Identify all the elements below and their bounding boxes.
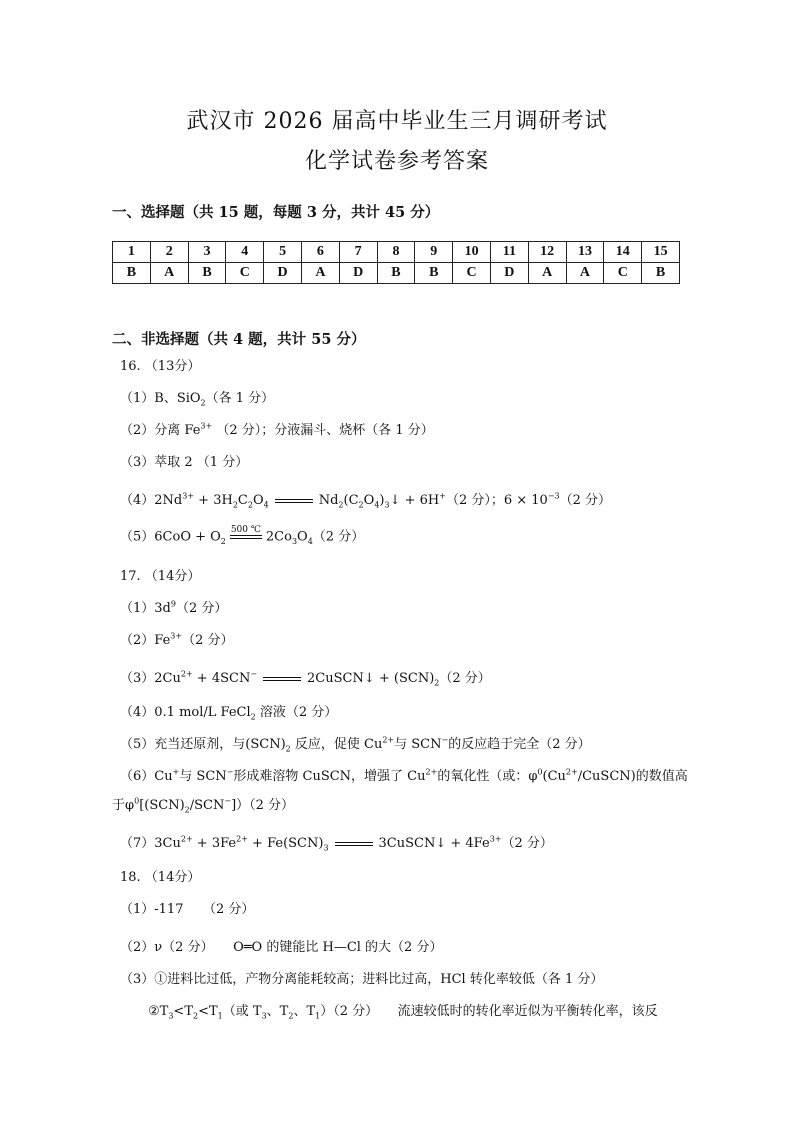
answer-choice-cell: D (264, 263, 302, 284)
answer-number-cell: 10 (453, 242, 491, 263)
answer-choice-cell: B (415, 263, 453, 284)
q17-answer-4: （4）0.1 mol/L FeCl$_2$ 溶液（2 分） (120, 705, 338, 722)
answer-choice-cell: B (377, 263, 415, 284)
q18-answer-3b: $②T_3<T_2<T_1$（或 $T_3$、$T_2$、$T_1)(2$ 分） 流速较低时的转化率近似为平衡转化率，该反 (148, 1004, 658, 1021)
q17-answer-6-cont: 于$\varphi^0[(SCN)_2/SCN^-])(2$ 分） (112, 796, 295, 815)
answer-number-cell: 2 (150, 242, 188, 263)
answer-number-cell: 9 (415, 242, 453, 263)
equal-sign (263, 677, 301, 681)
answer-number-cell: 14 (604, 242, 642, 263)
answer-choice-cell: A (528, 263, 566, 284)
q18-answer-2: （2）ν（2 分） O═O 的键能比 H—Cl 的大（2 分） (120, 940, 443, 955)
answer-choice-cell: B (113, 263, 151, 284)
q17-answer-6: （6）Cu+与 SCN−形成难溶物 CuSCN，增强了 $Cu^{2+}$的氧化性（或：$\varphi^0(Cu^{2+}/CuSCN)$的数值高 (120, 767, 688, 784)
answer-choice-cell: D (490, 263, 528, 284)
q17-answer-3: $(3)2Cu^{2+} + 4SCN^-$ 2CuSCN↓ + $(SCN)_2(2$ 分） (120, 669, 491, 688)
answer-choice-cell: C (226, 263, 264, 284)
section-choice-heading: 一、选择题（共 15 题，每题 3 分，共计 45 分） (112, 204, 440, 221)
q16-answer-4: $(4)2Nd^{3+} + 3H_2C_2O_4$ $Nd_2(C_2O_4)_3↓ + 6H^+(2$ 分）；$6 \times 10^{-3}(2$ 分） (120, 491, 612, 510)
answer-number-cell: 13 (566, 242, 604, 263)
q16-answer-3: （3）萃取 2 （1 分） (120, 455, 249, 470)
q17-answer-1: $(1)3d^9(2$ 分） (120, 599, 228, 616)
q17-answer-5: （5）充当还原剂，与$(SCN)_2$ 反应，促使 $Cu^{2+}$与 SCN−的反应趋于完全（2 分） (120, 735, 591, 754)
answer-choice-cell: C (604, 263, 642, 284)
q17-answer-2: $(2)Fe^{3+}(2$ 分） (120, 631, 234, 648)
equal-sign (335, 842, 373, 846)
reaction-condition: 500 ℃ (230, 525, 262, 549)
page-title: 武汉市 2026 届高中毕业生三月调研考试 (186, 109, 608, 134)
answer-choice-row (113, 263, 680, 284)
answer-number-cell: 3 (188, 242, 226, 263)
q16-answer-2: （2）分离 $Fe^{3+}$ （2 分）；分液漏斗、烧杯（各 1 分） (120, 421, 434, 438)
answer-number-cell: 5 (264, 242, 302, 263)
answer-table (112, 241, 680, 284)
answer-number-cell: 11 (490, 242, 528, 263)
answer-number-row (113, 242, 680, 263)
q16-answer-1: （1）B、SiO$_2$（各 1 分） (120, 391, 275, 408)
answer-number-cell: 7 (339, 242, 377, 263)
answer-number-cell: 4 (226, 242, 264, 263)
equal-sign (275, 499, 313, 503)
answer-number-cell: 1 (113, 242, 151, 263)
q18-answer-1: （1）-117 （2 分） (120, 902, 255, 917)
answer-number-cell: 15 (642, 242, 680, 263)
answer-choice-cell: A (566, 263, 604, 284)
q18-answer-3: （3）①进料比过低，产物分离能耗较高；进料比过高，HCl 转化率较低（各 1 分） (120, 972, 604, 987)
answer-choice-cell: B (188, 263, 226, 284)
q17-header: 17. （14分） (120, 569, 201, 584)
q16-header: 16. （13分） (120, 359, 201, 374)
page-subtitle: 化学试卷参考答案 (304, 149, 489, 174)
section-nonchoice-heading: 二、非选择题（共 4 题，共计 55 分） (112, 331, 366, 348)
q17-answer-7: $(7)3Cu^{2+} + 3Fe^{2+} + Fe(SCN)_3$ 3CuSCN↓ + $4Fe^{3+}(2$ 分） (120, 834, 553, 853)
answer-choice-cell: A (301, 263, 339, 284)
q18-header: 18. （14分） (120, 870, 201, 885)
answer-choice-cell: C (453, 263, 491, 284)
answer-number-cell: 8 (377, 242, 415, 263)
answer-choice-cell: B (642, 263, 680, 284)
answer-choice-cell: A (150, 263, 188, 284)
answer-choice-cell: D (339, 263, 377, 284)
q16-answer-5: $(5)6CoO + O_2500$ ℃ $2Co_3O_4(2$ 分） (120, 525, 364, 549)
answer-number-cell: 12 (528, 242, 566, 263)
answer-number-cell: 6 (301, 242, 339, 263)
